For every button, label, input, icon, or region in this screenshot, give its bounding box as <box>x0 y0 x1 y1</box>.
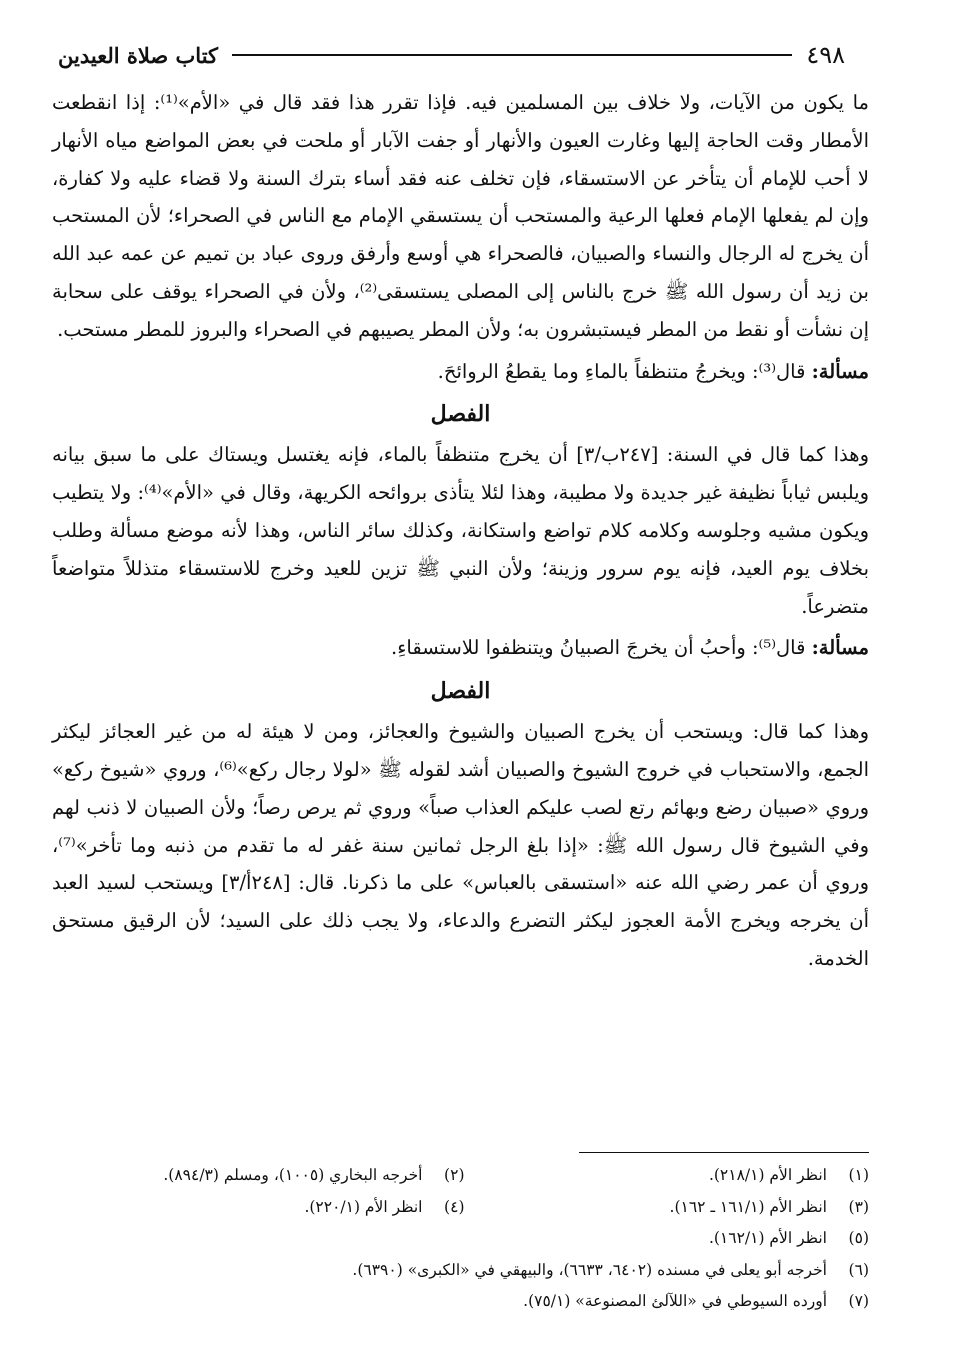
paragraph-3: وهذا كما قال: ويستحب أن يخرج الصبيان والشيوخ والعجائز، ومن لا هيئة له من غير العجائز ليكثر الجمع، والاستحباب في خروج الشيوخ والصبيان أشد لقوله ﷺ «لولا رجال ركع»⁽⁶⁾، وروي «شيوخ ركع» وروي «صبيان رضع وبهائم رتع لصب عليكم العذاب صباً» وروي ثم يرص رصاً؛ ولأن الصبيان لا ذنب لهم وفي الشيوخ قال رسول الله ﷺ: «إذا بلغ الرجل ثمانين سنة غفر له ما تقدم من ذنبه وما تأخر»⁽⁷⁾، وروي أن عمر رضي الله عنه «استسقى بالعباس» على ما ذكرنا. قال: [٢٤٨أ/٣] ويستحب لسيد العبد أن يخرجه ويخرج الأمة العجوز ليكثر التضرع والدعاء، ولا يجب ذلك على السيد؛ لأن الرقيق مستحق الخدمة. <box>52 720 870 970</box>
footnote-number: (٦) <box>848 1260 869 1279</box>
footnote-6 <box>60 1255 869 1287</box>
footnote-7 <box>60 1286 869 1318</box>
chapter-title: كتاب صلاة العيدين <box>58 42 219 68</box>
issue-1-lead: مسألة: <box>811 359 869 383</box>
footnote-number: (٧) <box>848 1292 869 1310</box>
paragraph-2: وهذا كما قال في السنة: [٢٤٧ب/٣] أن يخرج متنظفاً بالماء، فإنه يغتسل ويستاك على ما سبق بيانه ويلبس ثياباً نظيفة غير جديدة ولا مطيبة، وهذا لئلا يتأذى بروائحه الكريهة، وقال في «الأم»⁽⁴⁾: ولا يتطيب ويكون مشيه وجلوسه وكلامه كلام تواضع واستكانة، وكذلك سائر الناس، وهذا لأنه موضع مسألة وطلب بخلاف يوم العيد، فإنه يوم سرور وزينة؛ ولأن النبي ﷺ تزين للعيد وخرج للاستسقاء متذللاً متواضعاً متضرعاً. <box>52 443 869 618</box>
footnote-2 <box>60 1160 465 1192</box>
issue-1 <box>52 353 869 391</box>
footnote-3 <box>465 1192 870 1224</box>
paragraph-1: ما يكون من الآيات، ولا خلاف بين المسلمين فيه. فإذا تقرر هذا فقد قال في «الأم»⁽¹⁾: إذا انقطعت الأمطار وقت الحاجة إليها وغارت العيون والأنهار أو جفت الآبار أو ملحت في بعض المواضع مياه الأنهار لا أحب للإمام أن يتأخر عن الاستسقاء، فإن تخلف عنه فقد أساء بترك السنة ولا قضاء عليه ولا كفارة، وإن لم يفعلها الإمام فعلها الرعية والمستحب أن يستسقي الإمام مع الناس في الصحراء؛ لأن المستحب أن يخرج له الرجال والنساء والصبيان، فالصحراء هي أوسع وأرفق وروى عباد بن تميم عن عمه عبد الله بن زيد أن رسول الله ﷺ خرج بالناس إلى المصلى يستسقى⁽²⁾، ولأن في الصحراء يوقف على سحابة إن نشأت أو نقط من المطر فيستبشرون به؛ ولأن المطر يصيبهم في الصحراء والبروز للمطر مستحب. <box>52 91 869 341</box>
footnote-4 <box>60 1192 465 1224</box>
section-heading-1: الفصل <box>430 401 491 428</box>
footnotes <box>60 1160 869 1318</box>
footnote-5 <box>465 1223 870 1255</box>
footnote-number: (٥) <box>848 1229 869 1247</box>
header-rule <box>232 54 792 56</box>
footnote-number: (٤) <box>444 1197 465 1216</box>
footnote-text: أخرجه البخاري (١٠٠٥)، ومسلم (٨٩٤/٣). <box>163 1166 423 1184</box>
page-header <box>58 38 845 72</box>
issue-2 <box>52 629 869 667</box>
footnote-row <box>60 1223 869 1255</box>
issue-2-lead: مسألة: <box>811 636 869 660</box>
footnote-1 <box>465 1160 870 1192</box>
footnote-separator <box>579 1152 869 1153</box>
footnote-number: (١) <box>848 1166 869 1184</box>
section-heading-2: الفصل <box>430 678 491 705</box>
issue-1-text: قال⁽³⁾: ويخرجُ متنظفاً بالماءِ وما يقطعُ الروائحَ. <box>437 359 812 383</box>
footnote-text: انظر الأم (٢٢٠/١). <box>304 1197 423 1216</box>
footnote-text: انظر الأم (١٦١/١ ـ ١٦٢). <box>669 1197 827 1216</box>
footnote-row <box>60 1192 869 1224</box>
footnote-text: انظر الأم (٢١٨/١). <box>708 1166 827 1184</box>
footnote-number: (٢) <box>444 1166 465 1184</box>
page-number: ٤٩٨ <box>806 41 845 69</box>
footnote-row <box>60 1160 869 1192</box>
footnote-number: (٣) <box>848 1197 869 1216</box>
main-text <box>52 84 869 978</box>
footnote-text: أورده السيوطي في «اللآلئ المصنوعة» (٧٥/١). <box>523 1292 827 1310</box>
issue-2-text: قال⁽⁵⁾: وأحبُ أن يخرجَ الصبيانُ ويتنظفوا للاستسقاءِ. <box>391 636 812 660</box>
footnote-text: أخرجه أبو يعلى في مسنده (٦٤٠٢، ٦٦٣٣)، والبيهقي في «الكبرى» (٦٣٩٠). <box>352 1260 827 1279</box>
footnote-text: انظر الأم (١٦٢/١). <box>708 1229 827 1247</box>
